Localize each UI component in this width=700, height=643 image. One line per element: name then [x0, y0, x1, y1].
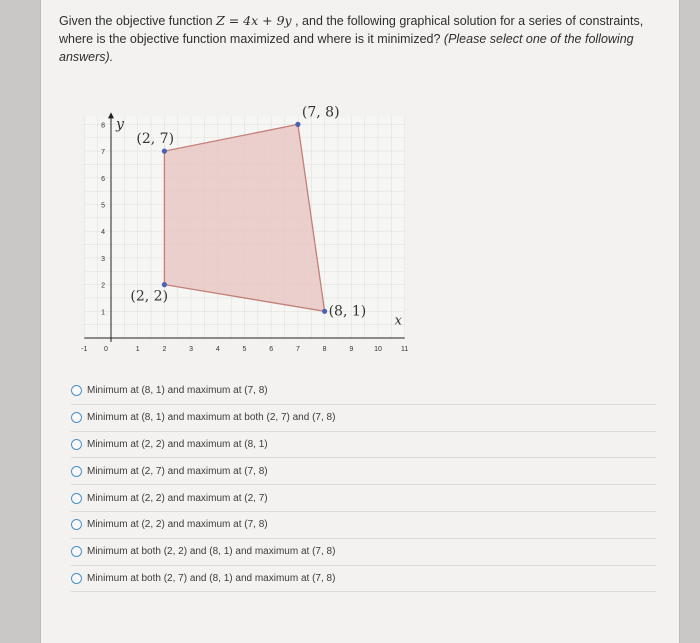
vertex-label: (2, 2)	[130, 288, 169, 305]
question-text	[59, 12, 659, 66]
y-tick-label: 8	[101, 122, 105, 130]
question-body: , and the following graphical solution for a series of constraints, where is the objective function maximized and where is it minimized?	[59, 14, 644, 46]
answer-option-label: Minimum at both (2, 2) and (8, 1) and maximum at (7, 8)	[87, 546, 336, 558]
y-tick-label: 1	[101, 309, 105, 317]
vertex-label: (7, 8)	[301, 104, 340, 121]
objective-function: Z = 4x + 9y	[216, 13, 292, 28]
answer-option-label: Minimum at (2, 2) and maximum at (2, 7)	[87, 492, 268, 504]
graph-svg	[61, 98, 451, 368]
x-tick-label: 0	[104, 346, 108, 353]
x-tick-label: -1	[81, 346, 88, 353]
answer-option-label: Minimum at (2, 7) and maximum at (7, 8)	[87, 465, 268, 477]
y-tick-label: 6	[101, 175, 105, 183]
x-tick-label: 11	[401, 346, 409, 353]
question-page	[40, 0, 680, 643]
x-tick-label: 7	[295, 346, 300, 353]
answer-option[interactable]	[71, 458, 656, 485]
y-axis-arrow	[108, 112, 114, 118]
x-tick-label: 9	[349, 346, 354, 353]
answer-option[interactable]	[71, 378, 656, 405]
answer-option-label: Minimum at (2, 2) and maximum at (7, 8)	[87, 519, 268, 531]
answer-option-label: Minimum at both (2, 7) and (8, 1) and maximum at (7, 8)	[87, 572, 336, 584]
question-instruction: (Please select one of the following answers).	[59, 32, 634, 64]
x-tick-label: 4	[215, 346, 220, 353]
radio-button[interactable]	[71, 466, 82, 477]
y-tick-label: 3	[101, 255, 105, 263]
radio-button[interactable]	[71, 519, 82, 530]
answer-option-label: Minimum at (8, 1) and maximum at both (2, 7) and (7, 8)	[87, 412, 336, 424]
answer-option[interactable]	[71, 485, 656, 512]
vertex-point	[295, 122, 300, 127]
vertex-label: (2, 7)	[136, 131, 175, 148]
x-axis-label: x	[394, 313, 403, 329]
vertex-point	[162, 149, 167, 154]
radio-button[interactable]	[71, 493, 82, 504]
x-tick-label: 8	[322, 346, 327, 353]
vertex-point	[162, 282, 167, 287]
radio-button[interactable]	[71, 546, 82, 557]
x-tick-label: 6	[269, 346, 274, 353]
answer-option-label: Minimum at (2, 2) and maximum at (8, 1)	[87, 438, 268, 450]
x-tick-label: 3	[189, 346, 194, 353]
answer-options	[71, 378, 656, 592]
vertex-point	[322, 309, 327, 314]
radio-button[interactable]	[71, 439, 82, 450]
feasible-region	[164, 124, 324, 311]
answer-option[interactable]	[71, 432, 656, 459]
y-axis-label: y	[116, 116, 124, 133]
y-tick-label: 7	[101, 149, 105, 157]
x-tick-label: 2	[162, 346, 167, 353]
answer-option[interactable]	[71, 512, 656, 539]
question-intro: Given the objective function	[59, 14, 213, 28]
answer-option[interactable]	[71, 539, 656, 566]
x-tick-label: 10	[374, 346, 382, 353]
x-tick-label: 1	[135, 346, 140, 353]
y-tick-label: 5	[101, 202, 105, 210]
vertex-label: (8, 1)	[328, 303, 367, 320]
answer-option[interactable]	[71, 566, 656, 593]
radio-button[interactable]	[71, 385, 82, 396]
feasible-region-graph	[61, 98, 451, 368]
answer-option[interactable]	[71, 405, 656, 432]
y-tick-label: 2	[101, 282, 105, 290]
radio-button[interactable]	[71, 573, 82, 584]
radio-button[interactable]	[71, 412, 82, 423]
y-tick-label: 4	[101, 229, 105, 237]
x-tick-label: 5	[242, 346, 247, 353]
answer-option-label: Minimum at (8, 1) and maximum at (7, 8)	[87, 385, 268, 397]
